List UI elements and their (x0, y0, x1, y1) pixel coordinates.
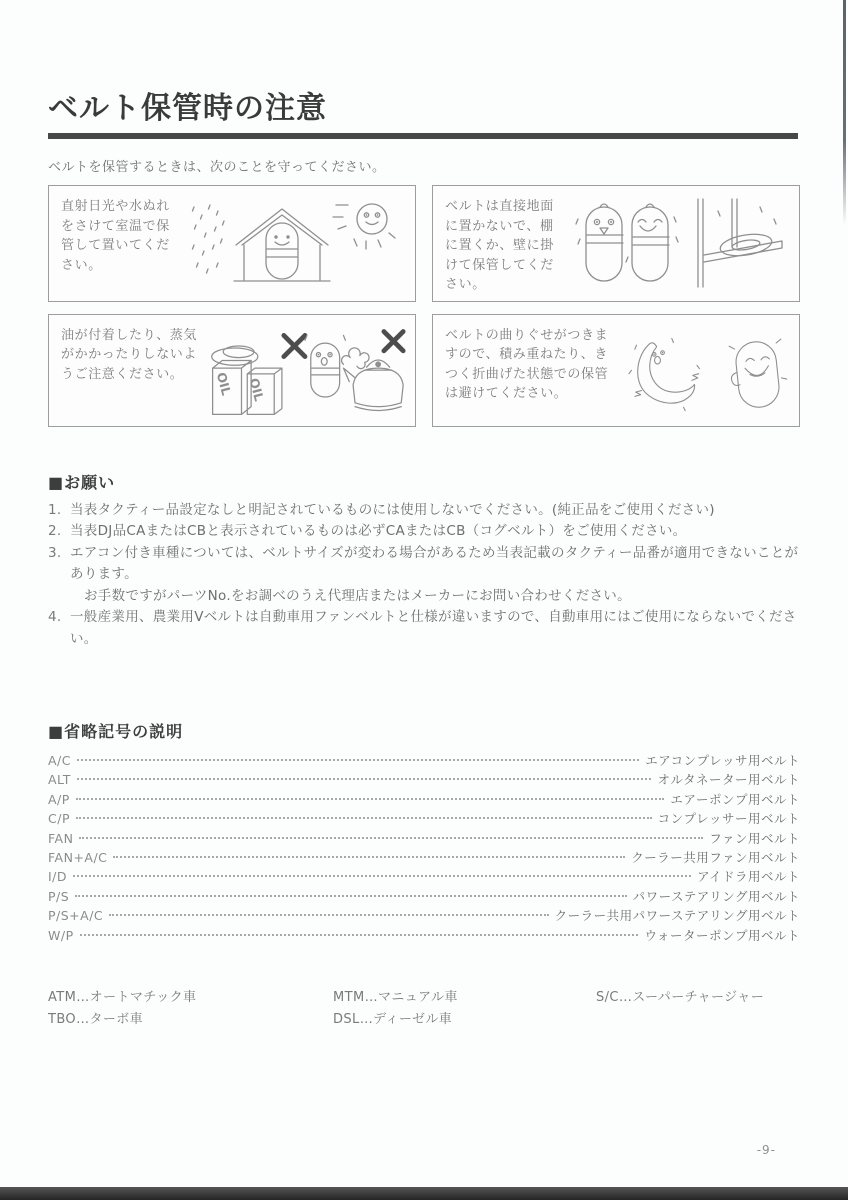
bent-belt-illustration (613, 324, 791, 420)
abbreviation-row (48, 926, 800, 945)
vehicle-code: S/C…スーパーチャージャー (596, 989, 765, 1005)
abbreviation-row (48, 887, 800, 906)
caution-box-bending (432, 314, 800, 427)
vehicle-code: DSL…ディーゼル車 (333, 1011, 453, 1027)
shelf-storage-illustration (561, 195, 791, 291)
vehicle-code: ATM…オートマチック車 (48, 989, 197, 1005)
abbreviation-row (48, 867, 800, 886)
caution-box-shelf (432, 185, 800, 302)
abbr-code: P/S+A/C (48, 908, 104, 924)
bent-belt-character-icon (629, 338, 700, 410)
abbr-desc: クーラー共用パワーステアリング用ベルト (554, 908, 800, 924)
request-item (48, 543, 800, 586)
vehicle-code: TBO…ターボ車 (48, 1011, 144, 1027)
abbreviation-heading: ■省略記号の説明 (48, 722, 184, 741)
abbr-desc: エアコンプレッサ用ベルト (645, 753, 800, 768)
caution-box-grid (48, 185, 800, 427)
abbr-code: C/P (48, 811, 70, 827)
abbr-desc: コンプレッサー用ベルト (657, 811, 800, 827)
item-text: お手数ですがパーツNo.をお調べのうえ代理店またはメーカーにお問い合わせください。 (84, 587, 631, 604)
item-number: 4. (48, 609, 62, 625)
oil-label: OIL (213, 370, 235, 397)
belt-character-icon (266, 223, 298, 279)
item-number: 2. (48, 523, 62, 539)
abbr-code: FAN+A/C (48, 849, 108, 865)
x-mark-icon (284, 335, 305, 356)
abbr-desc: アイドラ用ベルト (697, 869, 800, 885)
belt-character-icon (626, 204, 678, 281)
rain-icon (193, 205, 225, 273)
abbreviation-row (48, 770, 800, 789)
abbreviation-row (48, 751, 800, 770)
shelf-icon (698, 199, 782, 287)
abbr-code: ALT (48, 772, 71, 788)
abbr-desc: オルタネーター用ベルト (657, 772, 800, 788)
kettle-icon (343, 359, 403, 410)
request-item (48, 607, 800, 650)
happy-belt-character-icon (728, 338, 789, 409)
scan-edge-right (843, 0, 846, 230)
abbr-code: I/D (48, 869, 68, 885)
dotted-leader (76, 817, 652, 819)
abbr-desc: パワーステアリング用ベルト (632, 888, 800, 904)
abbreviation-row (48, 848, 800, 867)
request-list (48, 500, 800, 651)
abbr-desc: ファン用ベルト (709, 830, 800, 846)
oil-steam-illustration (203, 324, 407, 420)
abbr-code: A/C (48, 753, 71, 768)
dotted-leader (77, 759, 639, 761)
abbreviation-row (48, 790, 800, 809)
belt-character-icon (305, 335, 345, 397)
caution-text: 油が付着したり、蒸気がかかったりしないようご注意ください。 (61, 327, 198, 382)
dotted-leader (80, 934, 639, 936)
abbr-code: P/S (48, 888, 70, 904)
caution-box-sunlight (48, 185, 416, 302)
dotted-leader (75, 895, 626, 897)
abbr-desc: ウォーターポンプ用ベルト (644, 927, 800, 943)
page-number: -9- (756, 1143, 776, 1157)
intro-text: ベルトを保管するときは、次のことを守ってください。 (48, 160, 386, 175)
abbreviation-row (48, 809, 800, 828)
request-item-continuation (48, 586, 800, 608)
request-item (48, 521, 800, 543)
belt-on-shelf-icon (719, 231, 773, 259)
abbr-desc: エアーポンプ用ベルト (670, 791, 800, 807)
dotted-leader (76, 798, 665, 800)
oil-drums-icon (212, 346, 282, 414)
item-number (48, 586, 84, 608)
caution-text: 直射日光や水ぬれをさけて室温で保管して置いてください。 (61, 199, 170, 273)
abbr-code: A/P (48, 791, 70, 807)
item-number: 3. (48, 544, 62, 561)
abbr-code: FAN (48, 830, 74, 846)
item-number: 1. (48, 501, 62, 518)
caution-box-oil-steam (48, 314, 416, 427)
scan-edge-bottom (0, 1187, 848, 1200)
house-sun-illustration (177, 195, 407, 291)
sun-icon (333, 204, 395, 249)
item-text: 当表タクティー品設定なしと明記されているものには使用しないでください。(純正品をご使用ください) (70, 501, 715, 518)
dotted-leader (73, 875, 691, 877)
abbreviation-list (48, 751, 800, 945)
page-title: ベルト保管時の注意 (48, 91, 327, 126)
title-rule (48, 133, 798, 139)
request-heading: ■お願い (48, 472, 116, 492)
oil-label: OIL (246, 375, 267, 403)
dotted-leader (113, 856, 625, 858)
dotted-leader (77, 778, 652, 780)
item-text: エアコン付き車種については、ベルトサイズが変わる場合があるため当表記載のタクティー品番が適用できないことがあります。 (70, 544, 799, 582)
abbr-code: W/P (48, 927, 74, 943)
page-content (0, 92, 848, 1030)
item-text: 当表DJ品CAまたはCBと表示されているものは必ずCAまたはCB（コグベルト）をご使用ください。 (70, 523, 687, 539)
dotted-leader (79, 837, 703, 839)
steam-icon (342, 347, 369, 368)
caution-text: ベルトは直接地面に置かないで、棚に置くか、壁に掛けて保管してください。 (445, 199, 554, 292)
belt-character-icon (576, 204, 623, 281)
abbr-desc: クーラー共用ファン用ベルト (631, 849, 800, 865)
vehicle-code-legend (48, 987, 800, 1030)
request-item (48, 500, 800, 522)
dotted-leader (109, 914, 548, 916)
vehicle-code: MTM…マニュアル車 (333, 989, 458, 1005)
caution-text: ベルトの曲りぐせがつきますので、積み重ねたり、きつく折曲げた状態での保管は避けてください。 (445, 327, 609, 401)
item-text: 一般産業用、農業用Vベルトは自動車用ファンベルトと仕様が違いますので、自動車用にはご使用にならないでください。 (70, 609, 797, 647)
x-mark-icon (384, 331, 403, 350)
abbreviation-row (48, 906, 800, 925)
abbreviation-row (48, 829, 800, 848)
